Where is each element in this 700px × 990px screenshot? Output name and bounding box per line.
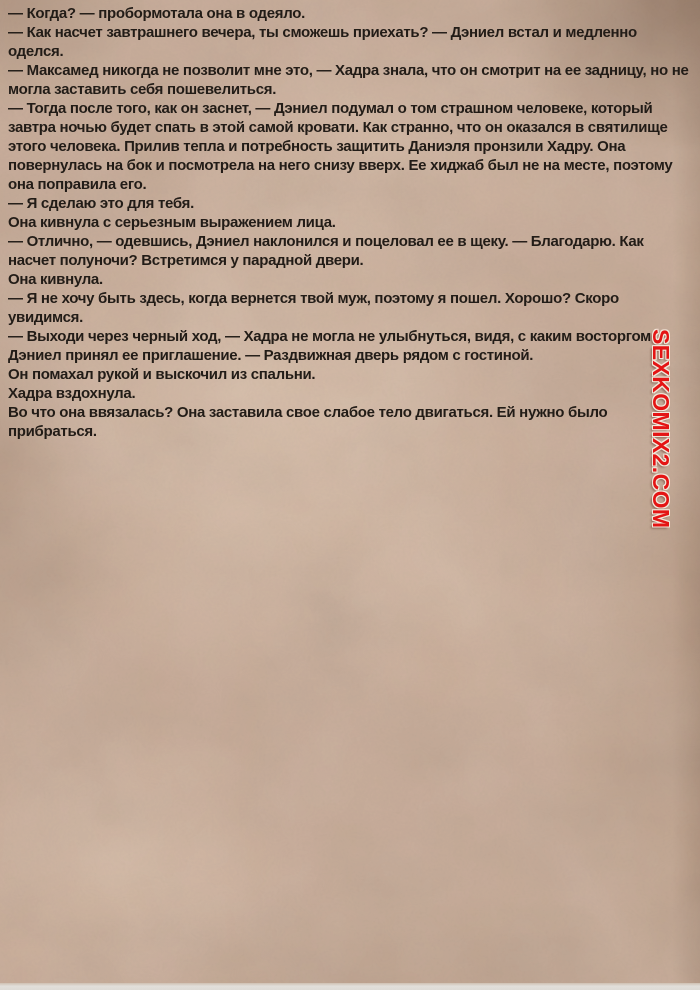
story-paragraph: Он помахал рукой и выскочил из спальни.	[8, 366, 316, 383]
story-paragraph: Она кивнула.	[8, 271, 103, 288]
story-paragraph: Хадра вздохнула.	[8, 385, 136, 402]
story-paragraph: — Максамед никогда не позволит мне это, — Хадра знала, что он смотрит на ее задницу, но не могла заставить себя пошевелиться.	[8, 62, 689, 98]
story-paragraph: — Выходи через черный ход, — Хадра не могла не улыбнуться, видя, с каким восторгом Дэниел принял ее приглашение. — Раздвижная дверь рядом с гостиной.	[8, 328, 651, 364]
story-paragraph: — Я сделаю это для тебя.	[8, 195, 194, 212]
story-paragraph: Она кивнула с серьезным выражением лица.	[8, 214, 336, 231]
story-text-block	[8, 4, 692, 441]
site-watermark-text: SEXKOMIX2.COM	[648, 329, 674, 529]
story-paragraph: Во что она ввязалась? Она заставила свое слабое тело двигаться. Ей нужно было прибраться.	[8, 404, 608, 440]
story-paragraph: — Я не хочу быть здесь, когда вернется твой муж, поэтому я пошел. Хорошо? Скоро увидимся.	[8, 290, 619, 326]
story-paragraph: — Отлично, — одевшись, Дэниел наклонился и поцеловал ее в щеку. — Благодарю. Как насчет полуночи? Встретимся у парадной двери.	[8, 233, 644, 269]
story-paragraph: — Когда? — пробормотала она в одеяло.	[8, 5, 305, 22]
story-paragraph: — Как насчет завтрашнего вечера, ты сможешь приехать? — Дэниел встал и медленно оделся.	[8, 24, 637, 60]
page-bottom-edge	[0, 983, 700, 990]
story-paragraph: — Тогда после того, как он заснет, — Дэниел подумал о том страшном человеке, который завтра ночью будет спать в этой самой кровати. Как странно, что он оказался в святилище этого человека. Прилив тепла и потребность защитить Даниэля пронзили Хадру. Она повернулась на бок и посмотрела на него снизу вверх. Ее хиджаб был не на месте, поэтому она поправила его.	[8, 100, 673, 193]
